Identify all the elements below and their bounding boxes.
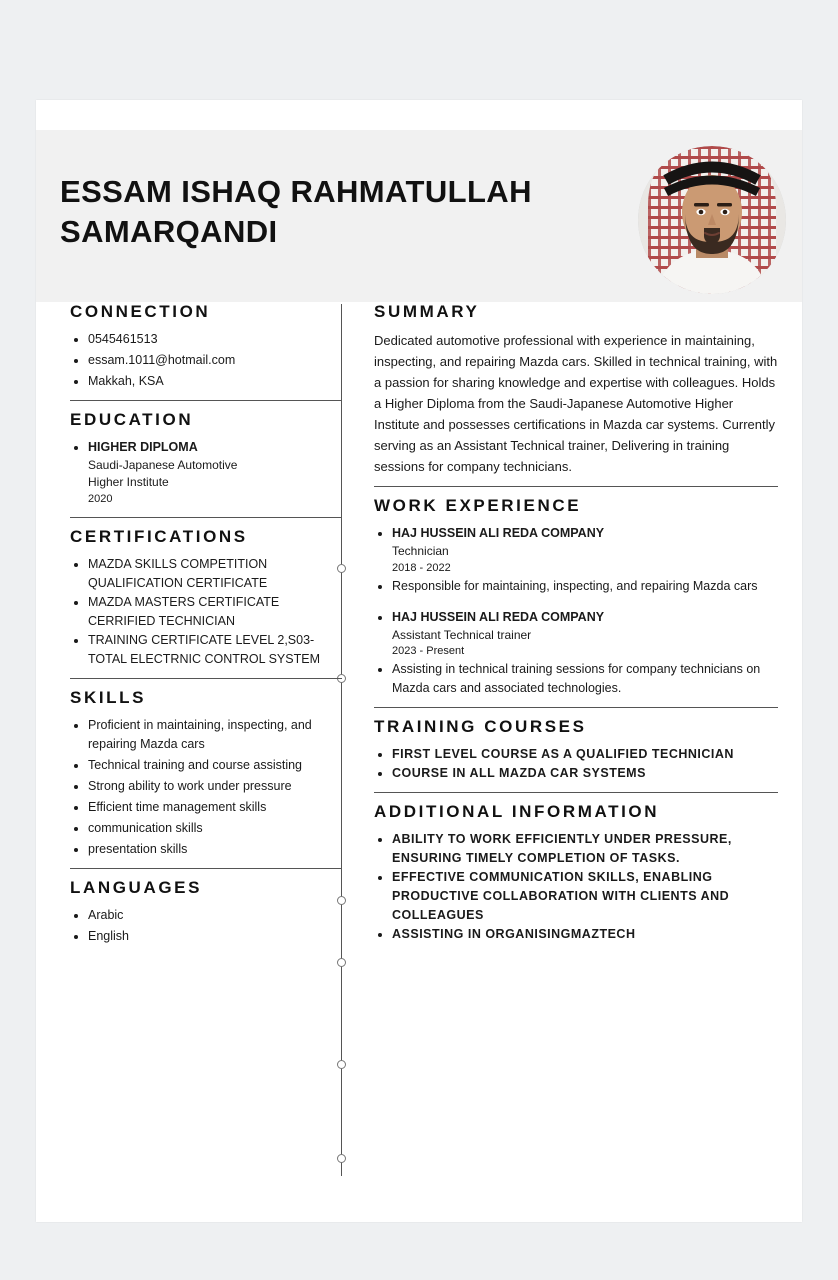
list-item: • TRAINING CERTIFICATE LEVEL 2,S03-TOTAL ELECTRNIC CONTROL SYSTEM [88, 631, 342, 669]
work-dates: 2023 - Present [392, 645, 465, 658]
divider-node-6 [337, 1154, 346, 1163]
left-column [70, 302, 342, 948]
section-rule [374, 792, 778, 793]
list-item: • COURSE IN ALL MAZDA CAR SYSTEMS [392, 764, 778, 783]
divider-node-4 [337, 958, 346, 967]
summary-text: Dedicated automotive professional with experience in maintaining, inspecting, and repairing Mazda cars. Skilled in technical training, with a passion for sharing knowledge and expertise with colleagues. Holds a Higher Diploma from the Saudi-Japanese Automotive Higher Institute and possesses certifications in Mazda car systems. Currently serving as an Assistant Technical trainer, Delivering in training sessions for company technicians. [374, 333, 778, 475]
right-column [374, 302, 778, 944]
list-item: • ASSISTING IN ORGANISINGMAZTECH [392, 925, 778, 944]
section-summary [374, 302, 778, 477]
avatar [638, 146, 786, 294]
skills-list [70, 716, 342, 859]
education-year: 2020 [88, 492, 113, 505]
work-experience-list [374, 524, 778, 595]
section-rule [70, 678, 342, 679]
education-institute-line-1: Saudi-Japanese Automotive [88, 458, 238, 472]
connection-list [70, 330, 342, 391]
training-courses-heading: TRAINING COURSES [374, 716, 587, 736]
list-item: • Strong ability to work under pressure [88, 777, 342, 796]
work-company: HAJ HUSSEIN ALI REDA COMPANY [392, 526, 605, 541]
section-training-courses [374, 717, 778, 783]
list-item: • Technical training and course assisting [88, 756, 342, 775]
list-item [392, 524, 778, 576]
section-additional-information [374, 802, 778, 944]
list-item: • Assisting in technical training sessions for company technicians on Mazda cars and associated technologies. [392, 660, 778, 698]
connection-heading: CONNECTION [70, 302, 211, 321]
certifications-list [70, 555, 342, 669]
list-item: • ABILITY TO WORK EFFICIENTLY UNDER PRESSURE, ENSURING TIMELY COMPLETION OF TASKS. [392, 830, 778, 868]
section-rule [374, 707, 778, 708]
list-item: • MAZDA MASTERS CERTIFICATE CERRIFIED TECHNICIAN [88, 593, 342, 631]
list-item: • Proficient in maintaining, inspecting, and repairing Mazda cars [88, 716, 342, 754]
candidate-name [60, 172, 620, 253]
additional-information-heading: ADDITIONAL INFORMATION [374, 801, 660, 821]
education-list [70, 438, 342, 508]
list-item: • MAZDA SKILLS COMPETITION QUALIFICATION CERTIFICATE [88, 555, 342, 593]
spacer [374, 596, 778, 608]
section-connection [70, 302, 342, 391]
divider-node-5 [337, 1060, 346, 1069]
summary-heading: SUMMARY [374, 302, 480, 321]
work-company: HAJ HUSSEIN ALI REDA COMPANY [392, 609, 605, 624]
work-role: Technician [392, 544, 449, 559]
training-courses-list [374, 745, 778, 783]
section-education [70, 410, 342, 508]
additional-information-list [374, 830, 778, 944]
section-rule [70, 868, 342, 869]
section-languages [70, 878, 342, 946]
section-work-experience [374, 496, 778, 698]
languages-list [70, 906, 342, 946]
section-certifications [70, 527, 342, 669]
list-item [392, 608, 778, 660]
section-rule [374, 486, 778, 487]
list-item: • 0545461513 [88, 330, 342, 349]
resume-sheet [36, 100, 802, 1222]
work-dates: 2018 - 2022 [392, 561, 451, 574]
portrait-photo-icon [638, 146, 786, 294]
section-skills [70, 688, 342, 859]
list-item: • Responsible for maintaining, inspecting, and repairing Mazda cars [392, 577, 778, 596]
education-degree: HIGHER DIPLOMA [88, 440, 198, 454]
list-item: • Efficient time management skills [88, 798, 342, 817]
list-item: • English [88, 927, 342, 946]
section-rule [70, 400, 342, 401]
list-item: • essam.1011@hotmail.com [88, 351, 342, 370]
work-role: Assistant Technical trainer [392, 627, 532, 642]
candidate-name-line-2: SAMARQANDI [60, 214, 278, 250]
candidate-name-line-1: ESSAM ISHAQ RAHMATULLAH [60, 174, 532, 209]
certifications-heading: CERTIFICATIONS [70, 526, 248, 546]
list-item: • FIRST LEVEL COURSE AS A QUALIFIED TECHNICIAN [392, 745, 778, 764]
section-rule [70, 517, 342, 518]
resume-header [36, 130, 802, 302]
list-item: • Makkah, KSA [88, 372, 342, 391]
work-experience-heading: WORK EXPERIENCE [374, 496, 582, 516]
education-heading: EDUCATION [70, 410, 194, 429]
list-item [88, 438, 342, 508]
list-item: • communication skills [88, 819, 342, 838]
education-institute-line-2: Higher Institute [88, 475, 169, 490]
list-item: • EFFECTIVE COMMUNICATION SKILLS, ENABLING PRODUCTIVE COLLABORATION WITH CLIENTS AND COLLEAGUES [392, 868, 778, 925]
work-experience-list-2 [374, 608, 778, 698]
skills-heading: SKILLS [70, 687, 147, 707]
list-item: • Arabic [88, 906, 342, 925]
list-item: • presentation skills [88, 840, 342, 859]
resume-body [36, 302, 802, 1222]
languages-heading: LANGUAGES [70, 877, 203, 897]
